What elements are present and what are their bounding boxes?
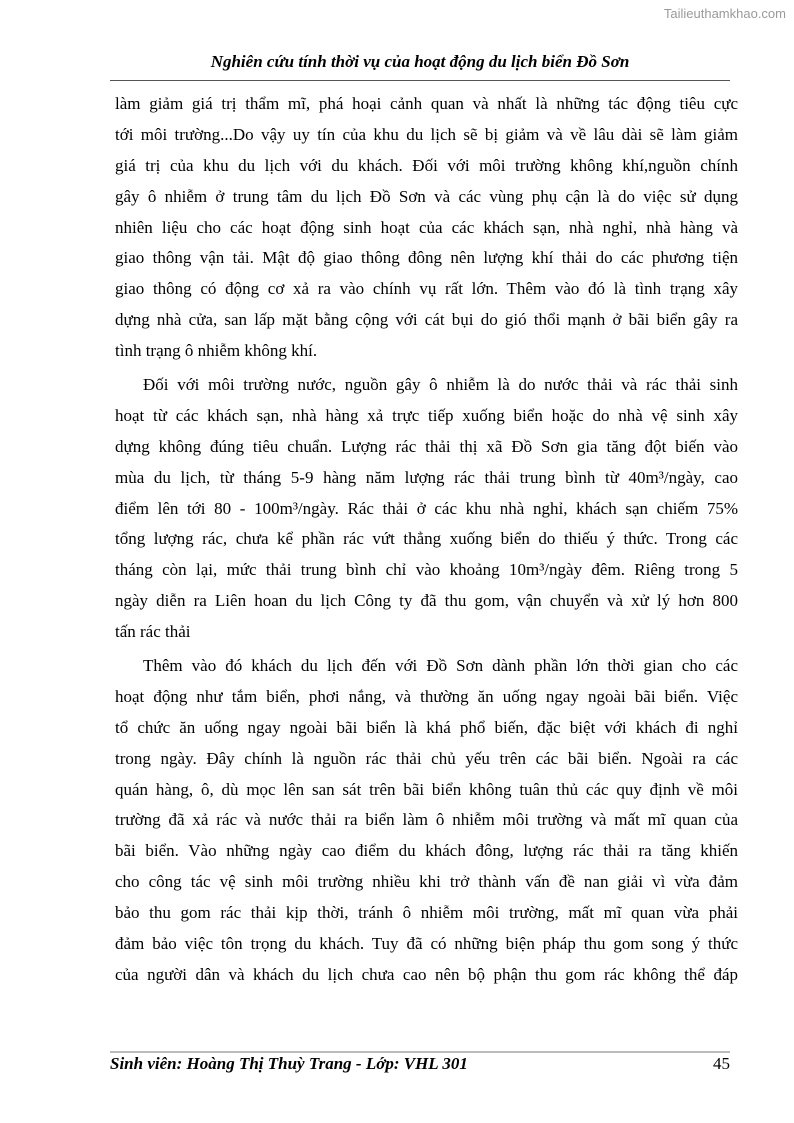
page-number: 45 [713,1054,730,1073]
watermark: Tailieuthamkhao.com [663,6,786,21]
text-line: tổng lượng rác, chưa kể phần rác vứt thẳng xuống biển do thiếu ý thức. Trong các [115,529,738,549]
text-line: đảm bảo việc tôn trọng du khách. Tuy đã có những biện pháp thu gom song ý thức [115,934,738,954]
text-line: bãi biển. Vào những ngày cao điểm du khách đông, lượng rác thải ra tăng khiến [115,841,738,861]
text-line: tình trạng ô nhiễm không khí. [115,341,318,361]
text-line: Đối với môi trường nước, nguồn gây ô nhiễm là do nước thải và rác thải sinh [143,375,738,395]
text-line: Thêm vào đó khách du lịch đến với Đồ Sơn dành phần lớn thời gian cho các [143,656,738,676]
text-line: hoạt từ các khách sạn, nhà hàng xả trực tiếp xuống biển hoặc do nhà vệ sinh xây [115,405,738,425]
text-line: tháng còn lại, mức thải trung bình chỉ vào khoảng 10m³/ngày đêm. Riêng trong 5 [115,560,738,580]
text-line: tới môi trường...Do vậy uy tín của khu du lịch sẽ bị giảm và về lâu dài sẽ làm giảm [115,124,738,144]
text-line: tổ chức ăn uống ngay ngoài bãi biển là khá phổ biến, đặc biệt với khách đi nghỉ [115,717,738,737]
document-body [115,89,738,991]
text-line: gây ô nhiễm ở trung tâm du lịch Đồ Sơn và các vùng phụ cận là do việc sử dụng [115,186,738,206]
text-line: trong ngày. Đây chính là nguồn rác thải chủ yếu trên các bãi biển. Ngoài ra các [115,748,738,768]
header-divider [110,80,730,81]
text-line: mùa du lịch, từ tháng 5-9 hàng năm lượng rác thải trung bình từ 40m³/ngày, cao [115,467,738,487]
text-line: nhiên liệu cho các hoạt động sinh hoạt của các khách sạn, nhà nghỉ, nhà hàng và [115,217,738,237]
text-line: giao thông có động cơ xả ra vào chính vụ rất lớn. Thêm vào đó là tình trạng xây [115,279,738,299]
footer-divider [110,1051,730,1053]
text-line: trường đã xả rác và nước thải ra biển làm ô nhiễm môi trường và mất mĩ quan của [115,810,738,830]
text-line: cho công tác vệ sinh môi trường nhiều khi trở thành vấn đề nan giải vì vừa đảm [115,872,738,892]
text-line: tấn rác thải [115,622,191,642]
text-line: giá trị của khu du lịch với du khách. Đối với môi trường không khí,nguồn chính [115,155,738,175]
text-line: dựng không đúng tiêu chuẩn. Lượng rác thải thị xã Đồ Sơn gia tăng đột biến vào [115,436,738,456]
text-line: điểm lên tới 80 - 100m³/ngày. Rác thải ở các khu nhà nghỉ, khách sạn chiếm 75% [115,498,738,518]
text-line: giao thông vận tải. Mật độ giao thông đông nên lượng khí thải do các phương tiện [115,248,738,268]
footer [110,1054,730,1074]
text-line: làm giảm giá trị thẩm mĩ, phá hoại cảnh quan và nhất là những tác động tiêu cực [115,94,738,113]
text-line: dựng nhà cửa, san lấp mặt bằng cộng với cát bụi do gió thổi mạnh ở bãi biển gây ra [115,310,738,330]
text-line: hoạt động như tắm biển, phơi nắng, và thường ăn uống ngay ngoài bãi biển. Việc [115,686,738,706]
text-line: quán hàng, ô, dù mọc lên san sát trên bãi biển không tuân thủ các quy định về môi [115,779,738,799]
text-line: bảo thu gom rác thải kịp thời, tránh ô nhiễm môi trường, mất mĩ quan vừa phải [115,903,738,923]
paragraph [115,651,738,991]
text-line: ngày diễn ra Liên hoan du lịch Công ty đã thu gom, vận chuyển và xử lý hơn 800 [115,591,738,611]
text-line: của người dân và khách du lịch chưa cao nên bộ phận thu gom rác không thể đáp [115,964,738,984]
footer-author: Sinh viên: Hoàng Thị Thuỳ Trang - Lớp: VHL 301 [110,1054,468,1073]
paragraph [115,370,738,648]
running-header: Nghiên cứu tính thời vụ của hoạt động du lịch biển Đồ Sơn [210,52,630,71]
paragraph [115,89,738,367]
